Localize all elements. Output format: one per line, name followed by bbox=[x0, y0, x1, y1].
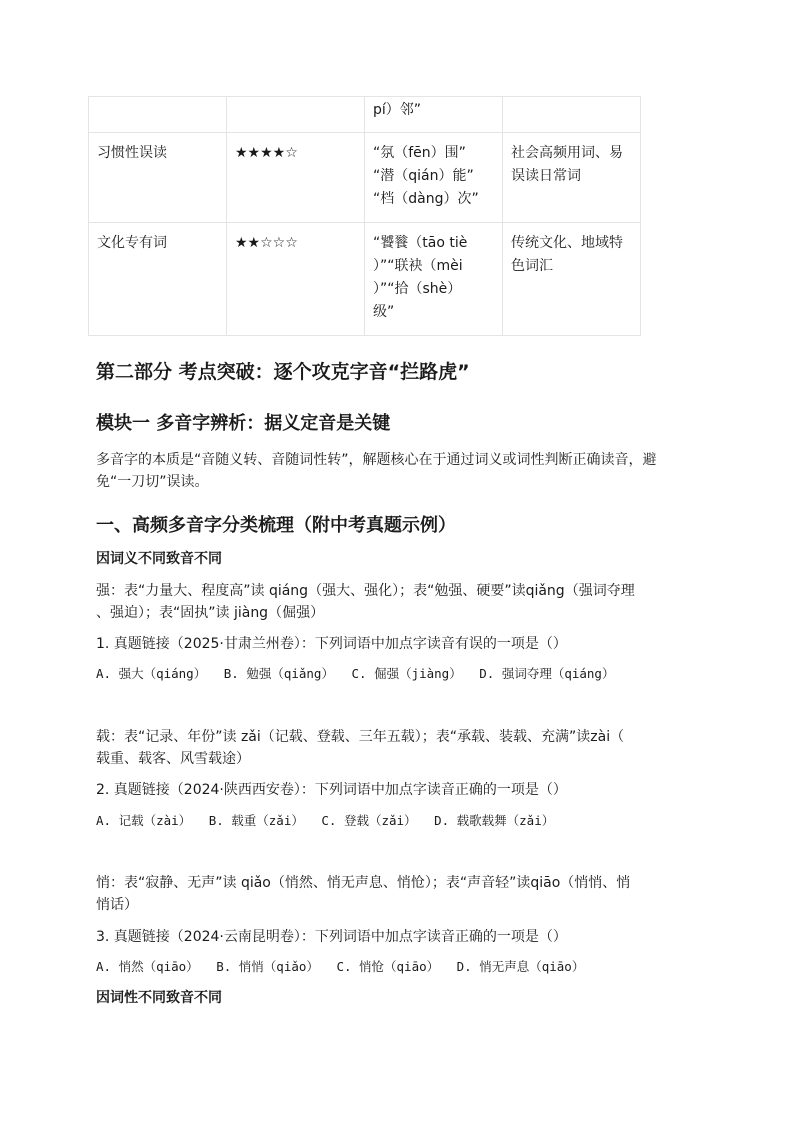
rule-line: 载重、载客、风雪载途） bbox=[96, 751, 250, 767]
section-heading: 一、高频多音字分类梳理（附中考真题示例） bbox=[96, 515, 456, 536]
example-text: ）”“拾（shè） bbox=[373, 281, 462, 297]
table-cell-type: 文化专有词 bbox=[89, 223, 227, 336]
example-text: “潜（qián）能” bbox=[373, 168, 474, 184]
reading-difficulty-table bbox=[88, 96, 641, 336]
option-a: A. 强大（qiáng） bbox=[96, 666, 207, 681]
table-cell-examples bbox=[365, 223, 503, 336]
part-heading: 第二部分 考点突破：逐个攻克字音“拦路虎” bbox=[96, 361, 470, 383]
table-cell-type: 习惯性误读 bbox=[89, 133, 227, 223]
desc-text: 误读日常词 bbox=[511, 168, 581, 184]
intro-line: 免“一刀切”误读。 bbox=[96, 474, 209, 490]
intro-paragraph bbox=[96, 449, 702, 493]
option-d: D. 强词夺理（qiáng） bbox=[479, 666, 615, 681]
option-a: A. 记载（zài） bbox=[96, 813, 192, 828]
options-2 bbox=[96, 810, 702, 832]
rule-line: 悄话） bbox=[96, 897, 138, 913]
option-a: A. 悄然（qiāo） bbox=[96, 959, 199, 974]
question-3: 3. 真题链接（2024·云南昆明卷）：下列词语中加点字读音正确的一项是（） bbox=[96, 929, 567, 945]
desc-text: 传统文化、地域特 bbox=[511, 235, 623, 251]
table-row bbox=[89, 133, 641, 223]
option-c: C. 悄怆（qiāo） bbox=[336, 959, 440, 974]
desc-text: 社会高频用词、易 bbox=[511, 145, 623, 161]
example-text: “饕餮（tāo tiè bbox=[373, 235, 468, 251]
option-d: D. 载歌载舞（zǎi） bbox=[434, 813, 555, 828]
options-3 bbox=[96, 956, 702, 978]
table-cell-stars: ★★★★☆ bbox=[227, 133, 365, 223]
rule-paragraph-qiao bbox=[96, 872, 702, 916]
option-c: C. 登载（zǎi） bbox=[321, 813, 417, 828]
table-cell-stars bbox=[227, 97, 365, 133]
option-b: B. 悄悄（qiǎo） bbox=[216, 959, 319, 974]
example-text: 级” bbox=[373, 304, 395, 320]
table-cell-stars: ★★☆☆☆ bbox=[227, 223, 365, 336]
intro-line: 多音字的本质是“音随义转、音随词性转”，解题核心在于通过词义或词性判断正确读音，避 bbox=[96, 452, 657, 468]
question-1: 1. 真题链接（2025·甘肃兰州卷）：下列词语中加点字读音有误的一项是（） bbox=[96, 636, 567, 652]
table-cell-desc bbox=[503, 223, 641, 336]
table-row bbox=[89, 223, 641, 336]
option-b: B. 载重（zǎi） bbox=[208, 813, 304, 828]
rule-paragraph-zai bbox=[96, 726, 702, 770]
options-1 bbox=[96, 663, 702, 685]
rule-line: 悄：表“寂静、无声”读 qiǎo（悄然、悄无声息、悄怆）；表“声音轻”读qiāo（悄悄、悄 bbox=[96, 875, 631, 891]
example-text: “氛（fēn）围” bbox=[373, 145, 466, 161]
table-cell-type bbox=[89, 97, 227, 133]
desc-text: 色词汇 bbox=[511, 258, 553, 274]
rule-line: 、强迫）；表“固执”读 jiàng（倔强） bbox=[96, 605, 325, 621]
table-cell-desc bbox=[503, 133, 641, 223]
rule-paragraph-qiang bbox=[96, 580, 702, 624]
example-text: pí）邻” bbox=[373, 102, 422, 118]
example-text: “档（dàng）次” bbox=[373, 191, 479, 207]
table-cell-examples bbox=[365, 133, 503, 223]
option-c: C. 倔强（jiàng） bbox=[351, 666, 462, 681]
question-2: 2. 真题链接（2024·陕西西安卷）：下列词语中加点字读音正确的一项是（） bbox=[96, 782, 567, 798]
table-cell-desc bbox=[503, 97, 641, 133]
example-text: ）”“联袂（mèi bbox=[373, 258, 463, 274]
table-row bbox=[89, 97, 641, 133]
subsection-heading: 因词性不同致音不同 bbox=[96, 990, 222, 1006]
table-cell-examples bbox=[365, 97, 503, 133]
rule-line: 载：表“记录、年份”读 zǎi（记载、登载、三年五载）；表“承载、装载、充满”读zài（ bbox=[96, 729, 625, 745]
rule-line: 强：表“力量大、程度高”读 qiáng（强大、强化）；表“勉强、硬要”读qiǎng（强词夺理 bbox=[96, 583, 635, 599]
option-d: D. 悄无声息（qiāo） bbox=[456, 959, 585, 974]
option-b: B. 勉强（qiǎng） bbox=[223, 666, 334, 681]
module-heading: 模块一 多音字辨析：据义定音是关键 bbox=[96, 413, 391, 434]
subsection-heading: 因词义不同致音不同 bbox=[96, 551, 222, 567]
